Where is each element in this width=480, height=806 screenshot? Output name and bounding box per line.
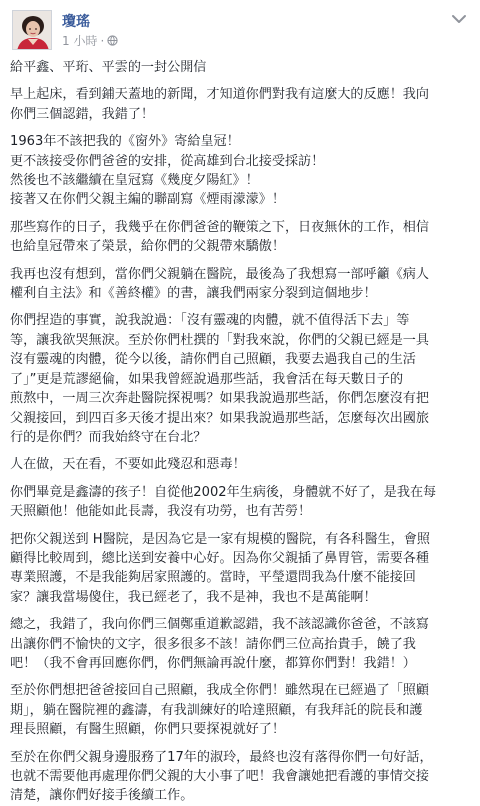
paragraph-line: 期」，躺在醫院裡的鑫濤，有我訓練好的哈達照顧，有我拜託的院長和護 (10, 702, 423, 718)
paragraph-line: 顧得比較周到，總比送到安養中心好。因為你父親插了鼻胃管，需要各種 (10, 550, 429, 566)
post-paragraph (10, 265, 470, 304)
post-paragraph (10, 748, 470, 806)
post-paragraph (10, 530, 470, 608)
paragraph-line: 1963年不該把我的《窗外》寄給皇冠！ (10, 134, 240, 150)
paragraph-line: 總之，我錯了，我向你們三個鄭重道歉認錯，我不該認識你爸爸，不該寫 (10, 617, 429, 633)
paragraph-line: 天照顧他！他能如此長壽，我沒有功勞，也有苦勞！ (10, 504, 312, 520)
post-paragraph (10, 218, 470, 257)
paragraph-line: 你們三個認錯，我錯了！ (10, 106, 155, 122)
paragraph-line: 家？讓我當場傻住，我已經老了，我不是神，我也不是萬能啊！ (10, 589, 377, 605)
post-time[interactable]: 1 小時 (62, 34, 98, 48)
paragraph-line: 接著又在你們父親主編的聯副寫《煙雨濛濛》！ (10, 192, 285, 208)
paragraph-line: 至於在你們父親身邊服務了17年的淑玲，最終也沒有落得你們一句好話， (10, 749, 433, 765)
post-paragraph (10, 132, 470, 210)
paragraph-line: 那些寫作的日子，我幾乎在你們爸爸的鞭策之下，日夜無休的工作，相信 (10, 219, 429, 235)
chevron-down-icon[interactable] (450, 12, 468, 26)
paragraph-line: 權利自主法》和《善終權》的書，讓我們兩家分裂到這個地步！ (10, 286, 377, 302)
paragraph-line: 然後也不該繼續在皇冠寫《幾度夕陽紅》！ (10, 173, 259, 189)
avatar-image (13, 11, 52, 50)
paragraph-line: 專業照護，不是我能夠居家照護的。當時，平瑩還問我為什麼不能接回 (10, 570, 416, 586)
paragraph-line: 吧！（我不會再回應你們，你們無論再說什麼，都算你們對！我錯！） (10, 655, 416, 671)
paragraph-line: 你們畢竟是鑫濤的孩子！自從他2002年生病後，身體就不好了，是我在每 (10, 484, 437, 500)
paragraph-line: 行的是你們？而我始終守在台北？ (10, 429, 207, 445)
paragraph-line: 你們捏造的事實，說我說過：「沒有靈魂的肉體，就不值得活下去」等 (10, 313, 410, 329)
post-paragraph (10, 311, 470, 447)
post-paragraph (10, 681, 470, 739)
paragraph-line: 我再也沒有想到，當你們父親躺在醫院，最後為了我想寫一部呼籲《病人 (10, 266, 429, 282)
post-paragraph (10, 483, 470, 522)
post-paragraph (10, 455, 470, 474)
paragraph-line: 沒有靈魂的肉體，從今以後，請你們自己照顧，我要去過我自己的生活 (10, 352, 416, 368)
meta-separator: · (100, 33, 105, 48)
paragraph-line: 人在做，天在看，不要如此殘忍和惡毒！ (10, 457, 246, 473)
post-header (10, 8, 470, 52)
post-meta (62, 32, 118, 49)
paragraph-line: 清楚，讓你們好接手後續工作。 (10, 788, 194, 804)
avatar[interactable] (12, 10, 52, 50)
paragraph-line: 至於你們想把爸爸接回自己照顧，我成全你們！雖然現在已經過了「照顧 (10, 683, 429, 699)
paragraph-line: 給平鑫、平珩、平雲的一封公開信 (10, 60, 207, 75)
post-paragraph (10, 85, 470, 124)
paragraph-line: 了」”更是荒謬絕倫，如果我曾經說過那些話，我會活在每天數日子的 (10, 371, 404, 387)
paragraph-line: 理長照顧，有醫生照顧，你們只要探視就好了！ (10, 722, 285, 738)
post-paragraph (10, 58, 470, 77)
paragraph-line: 也就不需要他再處理你們父親的大小事了吧！我會讓她把看護的事情交接 (10, 769, 429, 784)
paragraph-line: 早上起床，看到鋪天蓋地的新聞，才知道你們對我有這麼大的反應！我向 (10, 87, 429, 103)
post-body (10, 58, 470, 806)
paragraph-line: 把你父親送到 H醫院，是因為它是一家有規模的醫院，有各科醫生，會照 (10, 531, 430, 547)
author-name[interactable]: 瓊瑤 (62, 14, 90, 30)
paragraph-line: 更不該接受你們爸爸的安排，從高雄到台北接受採訪！ (10, 153, 325, 169)
paragraph-line: 煎熬中，一周三次奔赴醫院探視嗎？如果我說過那些話，你們怎麼沒有把 (10, 391, 429, 407)
paragraph-line: 等，讓我欲哭無淚。至於你們杜撰的「對我來說，你們的父親已經是一具 (10, 332, 429, 348)
paragraph-line: 出讓你們不愉快的文字，很多很多不該！請你們三位高抬貴手，饒了我 (10, 636, 416, 652)
post-paragraph (10, 615, 470, 673)
paragraph-line: 父親接回，到四百多天後才提出來？如果我說過那些話，怎麼每次出國旅 (10, 410, 429, 426)
paragraph-line: 也給皇冠帶來了榮景，給你們的父親帶來驕傲！ (10, 239, 285, 255)
globe-icon (107, 35, 118, 46)
